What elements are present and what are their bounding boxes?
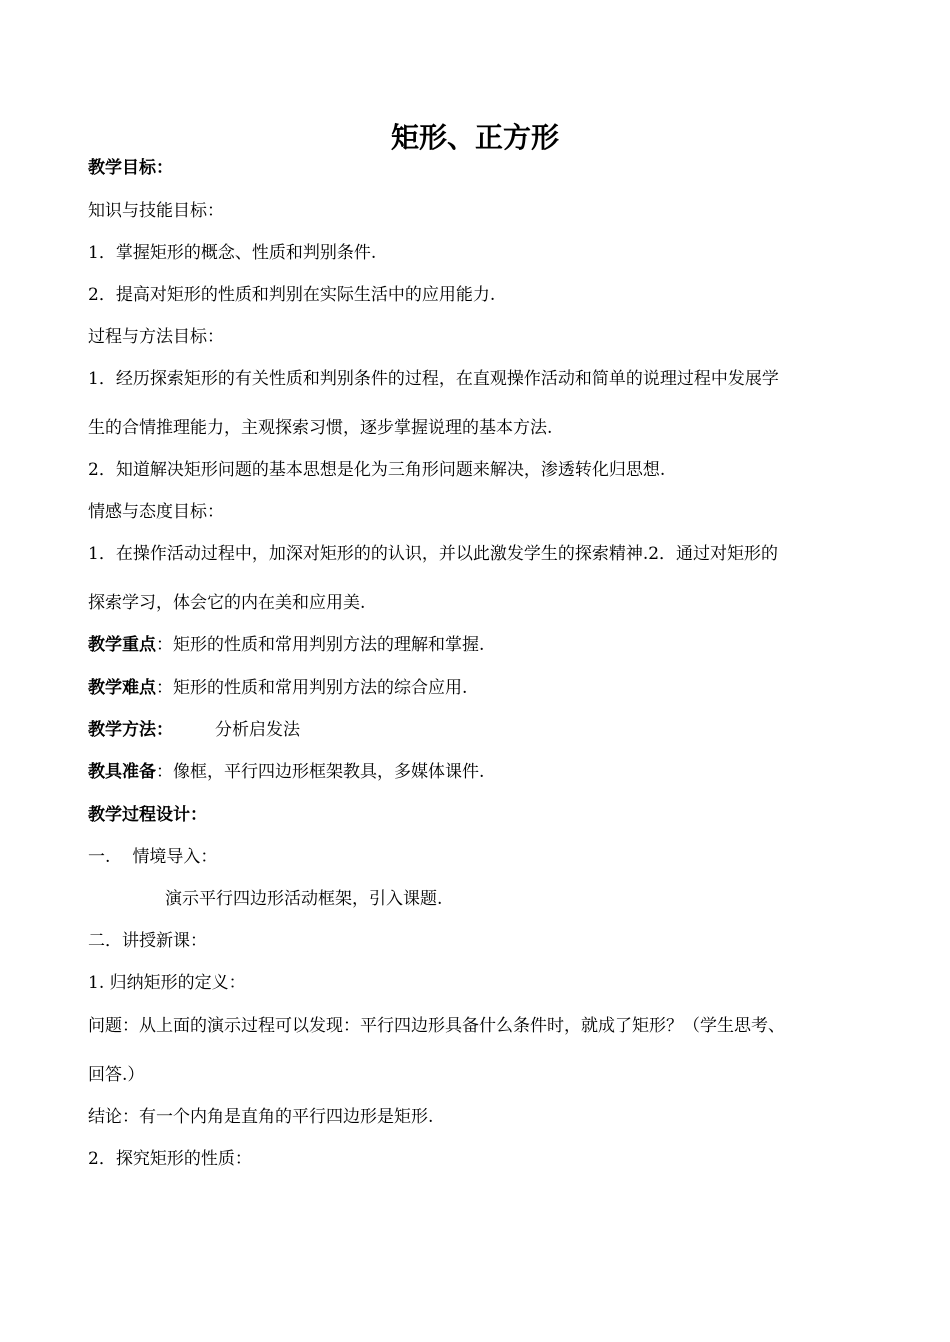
goals-heading: 教学目标： (88, 158, 173, 178)
section-2-heading: 二．讲授新课： (88, 931, 207, 951)
question-line-1: 问题：从上面的演示过程可以发现：平行四边形具备什么条件时，就成了矩形？（学生思考、 (88, 1016, 785, 1036)
definition-heading: 1. 归纳矩形的定义： (88, 973, 246, 993)
section-1-heading (88, 845, 217, 869)
teaching-difficulty-label: 教学难点 (88, 678, 156, 698)
process-item-1-line-1: 1．经历探索矩形的有关性质和判别条件的过程，在直观操作活动和简单的说理过程中发展学 (88, 369, 779, 389)
teaching-method (88, 718, 300, 742)
teaching-focus-text: ：矩形的性质和常用判别方法的理解和掌握. (156, 635, 485, 655)
section-1-number: 一. (88, 847, 111, 867)
attitude-heading: 情感与态度目标： (88, 502, 224, 522)
question-line-2: 回答.） (88, 1065, 145, 1085)
properties-heading: 2．探究矩形的性质： (88, 1149, 252, 1169)
attitude-item-line-2: 探索学习，体会它的内在美和应用美. (88, 593, 366, 613)
conclusion: 结论：有一个内角是直角的平行四边形是矩形. (88, 1107, 434, 1127)
document-title: 矩形、正方形 (390, 121, 559, 154)
knowledge-heading: 知识与技能目标： (88, 201, 224, 221)
process-heading: 过程与方法目标： (88, 327, 224, 347)
process-item-1-line-2: 生的合情推理能力，主观探索习惯，逐步掌握说理的基本方法. (88, 418, 553, 438)
teaching-tools-label: 教具准备 (88, 762, 156, 782)
process-item-2: 2．知道解决矩形问题的基本思想是化为三角形问题来解决，渗透转化归思想. (88, 460, 666, 480)
attitude-item-line-1: 1．在操作活动过程中，加深对矩形的的认识，并以此激发学生的探索精神.2．通过对矩形的 (88, 544, 779, 564)
teaching-method-label: 教学方法： (88, 720, 173, 740)
section-1-title: 情境导入： (132, 847, 218, 867)
teaching-tools (88, 760, 484, 784)
teaching-difficulty-text: ：矩形的性质和常用判别方法的综合应用. (156, 678, 468, 698)
teaching-tools-text: ：像框，平行四边形框架教具，多媒体课件. (156, 762, 485, 782)
knowledge-item-2: 2．提高对矩形的性质和判别在实际生活中的应用能力. (88, 285, 496, 305)
teaching-method-text: 分析启发法 (215, 720, 300, 740)
section-1-body: 演示平行四边形活动框架，引入课题. (165, 889, 443, 909)
teaching-focus-label: 教学重点 (88, 635, 156, 655)
teaching-focus (88, 633, 484, 657)
teaching-difficulty (88, 676, 467, 700)
knowledge-item-1: 1．掌握矩形的概念、性质和判别条件. (88, 243, 377, 263)
design-heading: 教学过程设计： (88, 805, 207, 825)
